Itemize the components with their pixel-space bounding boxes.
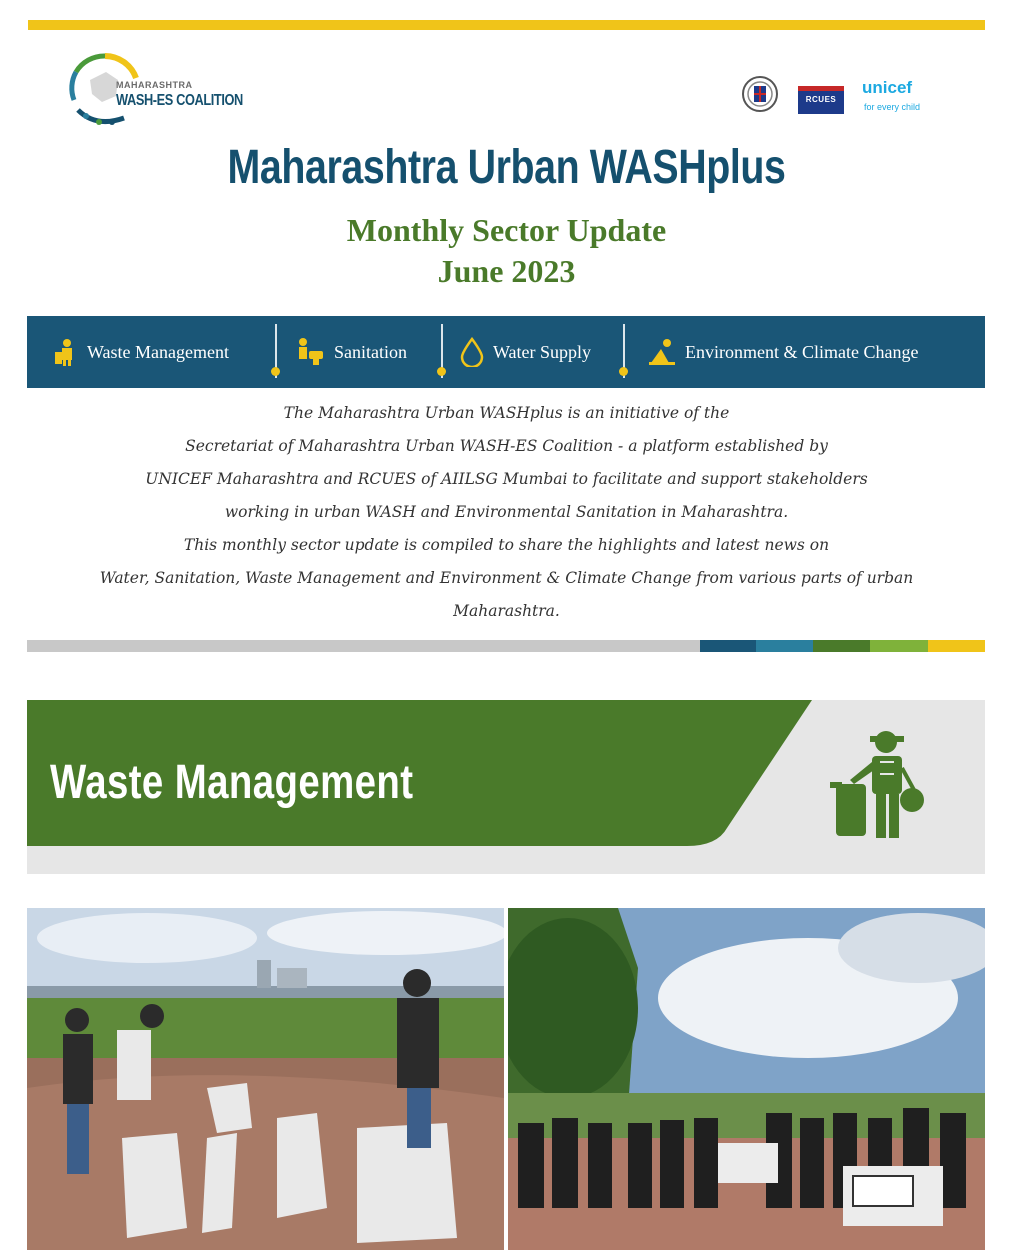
intro-line: working in urban WASH and Environmental Sanitation in Maharashtra. <box>224 503 789 521</box>
divider-segment <box>928 640 985 652</box>
waste-worker-icon <box>822 728 927 846</box>
nav-dot <box>271 367 280 376</box>
logo-main-label: WASH-ES COALITION <box>116 92 243 109</box>
nav-label-environment: Environment & Climate Change <box>685 341 919 362</box>
divider-segment <box>813 640 870 652</box>
group-cleanup-photo <box>508 908 985 1250</box>
nav-dot <box>437 367 446 376</box>
photo-image <box>508 908 985 1250</box>
nav-item-waste-management[interactable] <box>53 316 229 388</box>
intro-line: Water, Sanitation, Waste Management and Environment & Climate Change from various parts of urban <box>99 569 914 587</box>
intro-line: This monthly sector update is compiled to share the highlights and latest news on <box>183 536 830 554</box>
nav-label-waste-management: Waste Management <box>87 341 229 362</box>
sanitation-icon <box>294 337 326 367</box>
wash-es-coalition-logo <box>66 50 246 140</box>
lakeside-cleanup-photo <box>27 908 504 1250</box>
logo-top-label: MAHARASHTRA <box>116 80 193 90</box>
waste-worker-icon <box>53 337 79 367</box>
nav-item-sanitation[interactable] <box>294 316 407 388</box>
nav-item-environment[interactable] <box>647 316 918 388</box>
page-subtitle: Monthly Sector Update <box>346 212 667 248</box>
nav-label-sanitation: Sanitation <box>334 341 407 362</box>
unicef-logo: unicef <box>862 78 913 97</box>
water-drop-icon <box>459 337 485 367</box>
unicef-tagline: for every child <box>864 102 921 112</box>
intro-line: Secretariat of Maharashtra Urban WASH-ES Coalition - a platform established by <box>185 437 828 455</box>
aiilsg-seal-icon <box>742 72 778 116</box>
divider-segment <box>870 640 928 652</box>
partner-logos <box>740 72 990 122</box>
environment-icon <box>647 337 677 367</box>
divider-segment <box>700 640 756 652</box>
intro-line: The Maharashtra Urban WASHplus is an initiative of the <box>283 404 730 422</box>
nav-dot <box>619 367 628 376</box>
rcues-logo: RCUES <box>798 86 844 114</box>
photo-image <box>27 908 504 1250</box>
section-title: Waste Management <box>50 756 414 809</box>
intro-line: Maharashtra. <box>453 602 560 620</box>
top-accent-bar <box>28 20 985 30</box>
page-title: Maharashtra Urban WASHplus <box>227 141 786 194</box>
nav-item-water-supply[interactable] <box>459 316 591 388</box>
section-navbar <box>27 316 985 388</box>
intro-paragraph <box>40 397 973 628</box>
intro-line: UNICEF Maharashtra and RCUES of AIILSG Mumbai to facilitate and support stakeholders <box>145 470 868 488</box>
nav-label-water-supply: Water Supply <box>493 341 592 362</box>
divider-bar <box>27 640 700 652</box>
issue-date: June 2023 <box>437 253 576 289</box>
divider-segment <box>756 640 813 652</box>
